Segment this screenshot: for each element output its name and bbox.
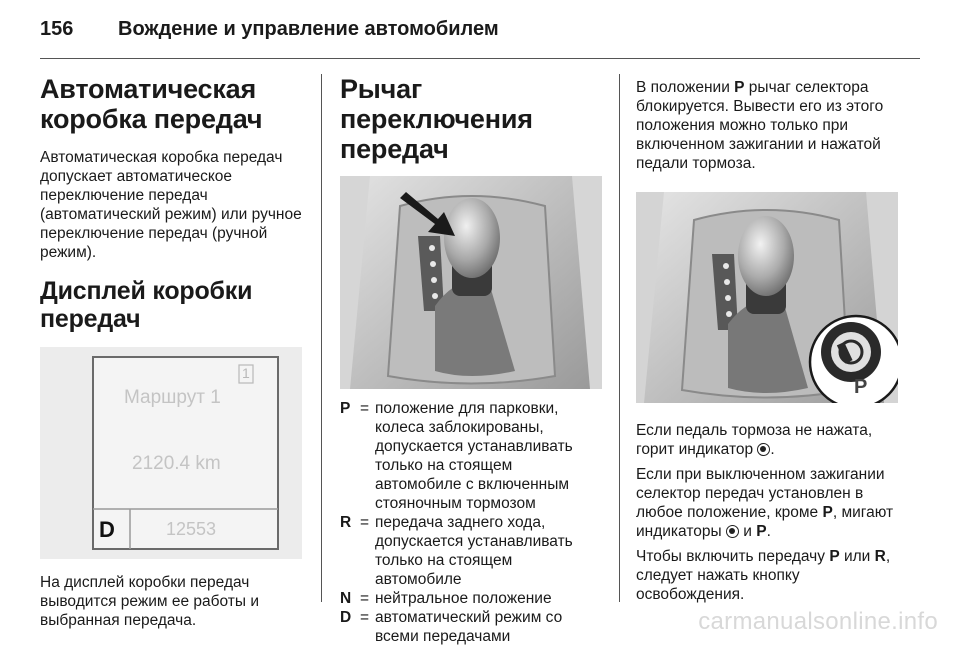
section-heading: Автоматическая коробка передач: [40, 74, 263, 134]
running-title: Вождение и управление автомобилем: [118, 18, 499, 40]
odometer-readout: 12553: [166, 519, 217, 539]
separator: =: [360, 514, 370, 531]
park-lock-paragraph: В положении P рычаг селектора блокируется. Вывести его из этого положения можно только при включенном зажигании и нажатой педали тормоза.: [636, 79, 884, 172]
release-button-paragraph: Чтобы включить передачу P или R, следует нажать кнопку освобождения.: [636, 548, 891, 603]
header-rule: [40, 58, 920, 59]
page-number: 156: [40, 18, 74, 40]
distance-readout: 2120.4 km: [132, 453, 221, 474]
trip-marker: 1: [242, 365, 250, 381]
release-button-photo: [636, 192, 898, 403]
intro-paragraph: Автоматическая коробка передач допускает автоматическое переключение передач (автоматический режим) или ручное переключение передач (ручной режим).: [40, 149, 302, 261]
ignition-off-paragraph: Если при выключенном зажигании селектор передач установлен в любое положение, кроме P, мигают индикаторы и P.: [636, 466, 894, 540]
figure-caption: На дисплей коробки передач выводится режим ее работы и выбранная передача.: [40, 574, 259, 629]
section-heading-lever: Рычаг переключения передач: [340, 74, 533, 164]
position-description: передача заднего хода, допускается устанавливать только на стоящем автомобиле: [375, 514, 573, 588]
column-divider-2: [619, 74, 620, 602]
position-key: D: [340, 609, 352, 626]
separator: =: [360, 400, 370, 417]
definition-reverse: [340, 513, 602, 589]
gear-positions-list: [340, 399, 602, 646]
column-3: [636, 78, 902, 604]
watermark: carmanualsonline.info: [698, 608, 938, 635]
definition-neutral: [340, 589, 602, 608]
column-divider-1: [321, 74, 322, 602]
page-header: [40, 18, 920, 48]
gear-display-figure: [40, 347, 302, 559]
separator: =: [360, 609, 370, 626]
gear-lever-photo: [340, 176, 602, 389]
column-2: [340, 74, 602, 646]
position-description: нейтральное положение: [375, 590, 552, 607]
inset-gear-letter: P: [854, 376, 868, 398]
definition-park: [340, 399, 602, 513]
gear-indicator: D: [99, 517, 115, 542]
position-key: P: [340, 400, 351, 417]
release-button-illustration: [636, 192, 898, 403]
gear-lever-illustration: [340, 176, 602, 389]
position-description: положение для парковки, колеса заблокированы, допускается устанавливать только на стоящем автомобиле с включенным стояночным тормозом: [375, 400, 573, 512]
brake-indicator-icon: [757, 443, 770, 456]
brake-indicator-paragraph: Если педаль тормоза не нажата, горит индикатор .: [636, 422, 873, 458]
route-label: Маршрут 1: [124, 387, 221, 408]
position-key: N: [340, 590, 352, 607]
column-1: [40, 74, 302, 630]
position-key: R: [340, 514, 352, 531]
position-description: автоматический режим со всеми передачами: [375, 609, 563, 645]
brake-indicator-icon: [726, 525, 739, 538]
definition-drive: [340, 608, 602, 646]
separator: =: [360, 590, 370, 607]
subsection-heading: Дисплей коробки передач: [40, 277, 253, 333]
